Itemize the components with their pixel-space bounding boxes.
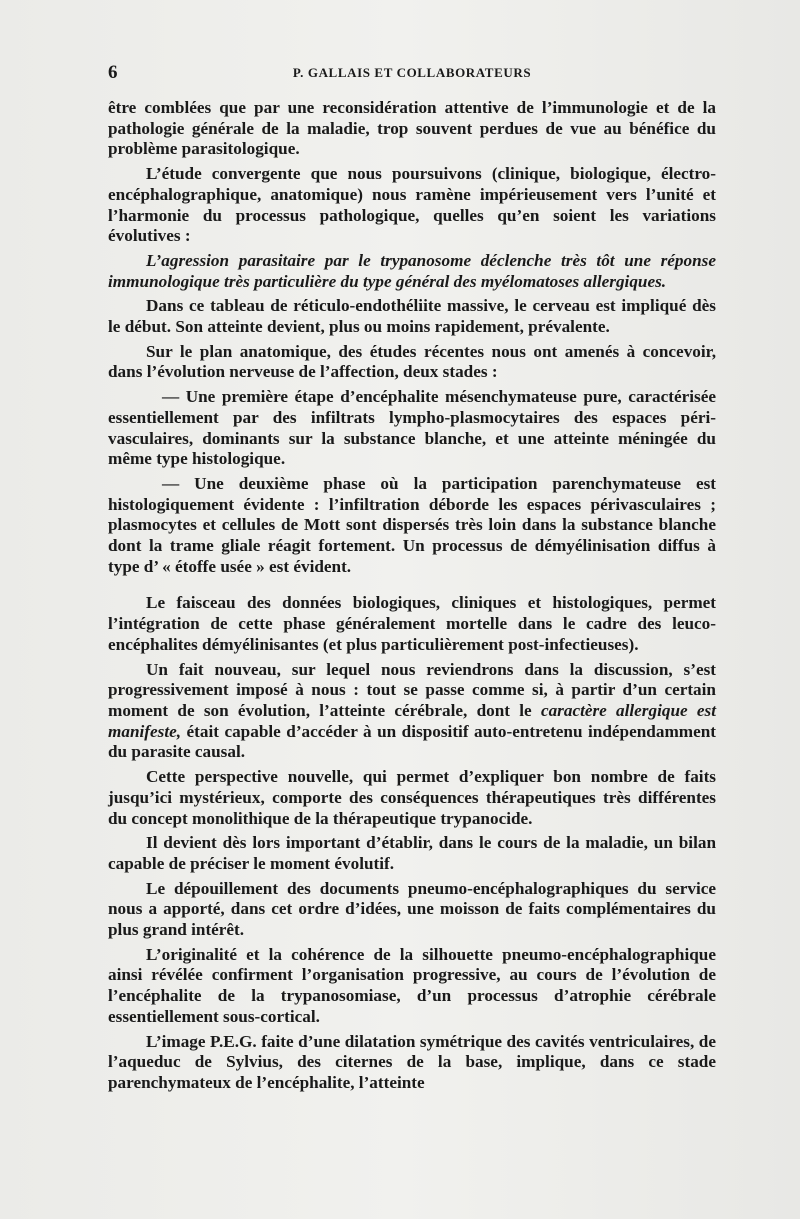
paragraph-13: L’originalité et la cohérence de la silhouette pneumo-encéphalographique ainsi révélée confirment l’organisation progressive, au cours de l’évolution de l’encéphalite de la trypanosomiase, d’un processus d’atrophie cérébrale essentiellement sous-cortical.: [108, 944, 716, 1026]
paragraph-10: Cette perspective nouvelle, qui permet d’expliquer bon nombre de faits jusqu’ici mystérieux, comporte des conséquences thérapeutiques très différentes du concept monolithique de la thérapeutique trypanocide.: [108, 767, 716, 828]
paragraph-8: Le faisceau des données biologiques, cliniques et histologiques, permet l’intégration de cette phase généralement mortelle dans le cadre des leuco-encéphalites démyélinisantes (et plus particulièrement post-infectieuses).: [108, 593, 716, 654]
paragraph-14: L’image P.E.G. faite d’une dilatation symétrique des cavités ventriculaires, de l’aqueduc de Sylvius, des citernes de la base, implique, dans ce stade parenchymateux de l’encéphalite, l’atteinte: [108, 1031, 716, 1092]
page-header: [108, 62, 716, 86]
body-text: [108, 98, 716, 1098]
running-title: P. GALLAIS ET COLLABORATEURS: [292, 65, 532, 80]
paragraph-4: Dans ce tableau de réticulo-endothéliite massive, le cerveau est impliqué dès le début. Son atteinte devient, plus ou moins rapidement, prévalente.: [108, 296, 716, 337]
paragraph-9-italic: caractère allergique est manifeste,: [108, 700, 716, 741]
page-number: 6: [108, 62, 118, 83]
paragraph-12: Le dépouillement des documents pneumo-encéphalographiques du service nous a apporté, dans cet ordre d’idées, une moisson de faits complémentaires du plus grand intérêt.: [108, 878, 716, 940]
paragraph-7-second-stage: — Une deuxième phase où la participation parenchymateuse est histologiquement évidente : l’infiltration déborde les espaces périvasculaires ; plasmocytes et cellules de Mott sont dispersés très loin dans la substance blanche dont la trame gliale réagit fortement. Un processus de démyélinisation diffus à type d’ « étoffe usée » est évident.: [108, 473, 716, 576]
paragraph-9-text-b: était capable d’accéder à un dispositif auto-entretenu indépendamment du parasite causal.: [108, 721, 716, 762]
paragraph-6-first-stage: — Une première étape d’encéphalite mésenchymateuse pure, caractérisée essentiellement par des infiltrats lympho-plasmocytaires des espaces péri-vasculaires, dominants sur la substance blanche, et une atteinte méningée du même type histologique.: [108, 387, 716, 469]
paragraph-11: Il devient dès lors important d’établir, dans le cours de la maladie, un bilan capable de préciser le moment évolutif.: [108, 833, 716, 873]
paragraph-5: Sur le plan anatomique, des études récentes nous ont amenés à concevoir, dans l’évolution nerveuse de l’affection, deux stades :: [108, 341, 716, 382]
paragraph-9-text-a: Un fait nouveau, sur lequel nous reviendrons dans la discussion, s’est progressivement imposé à nous : tout se passe comme si, à partir d’un certain moment de son évolution, l’atteinte cérébrale, dont le: [108, 659, 716, 720]
paragraph-3-italic-thesis: L’agression parasitaire par le trypanosome déclenche très tôt une réponse immunologique très particulière du type général des myélomatoses allergiques.: [108, 250, 716, 291]
paragraph-1: être comblées que par une reconsidération attentive de l’immunologie et de la pathologie générale de la maladie, trop souvent perdues de vue au bénéfice du problème parasitologique.: [108, 98, 716, 159]
paragraph-9: [108, 660, 716, 764]
paragraph-2: L’étude convergente que nous poursuivons (clinique, biologique, électro-encéphalographique, anatomique) nous ramène impérieusement vers l’unité et l’harmonie du processus pathologique, quelles qu’en soient les variations évolutives :: [108, 164, 716, 246]
